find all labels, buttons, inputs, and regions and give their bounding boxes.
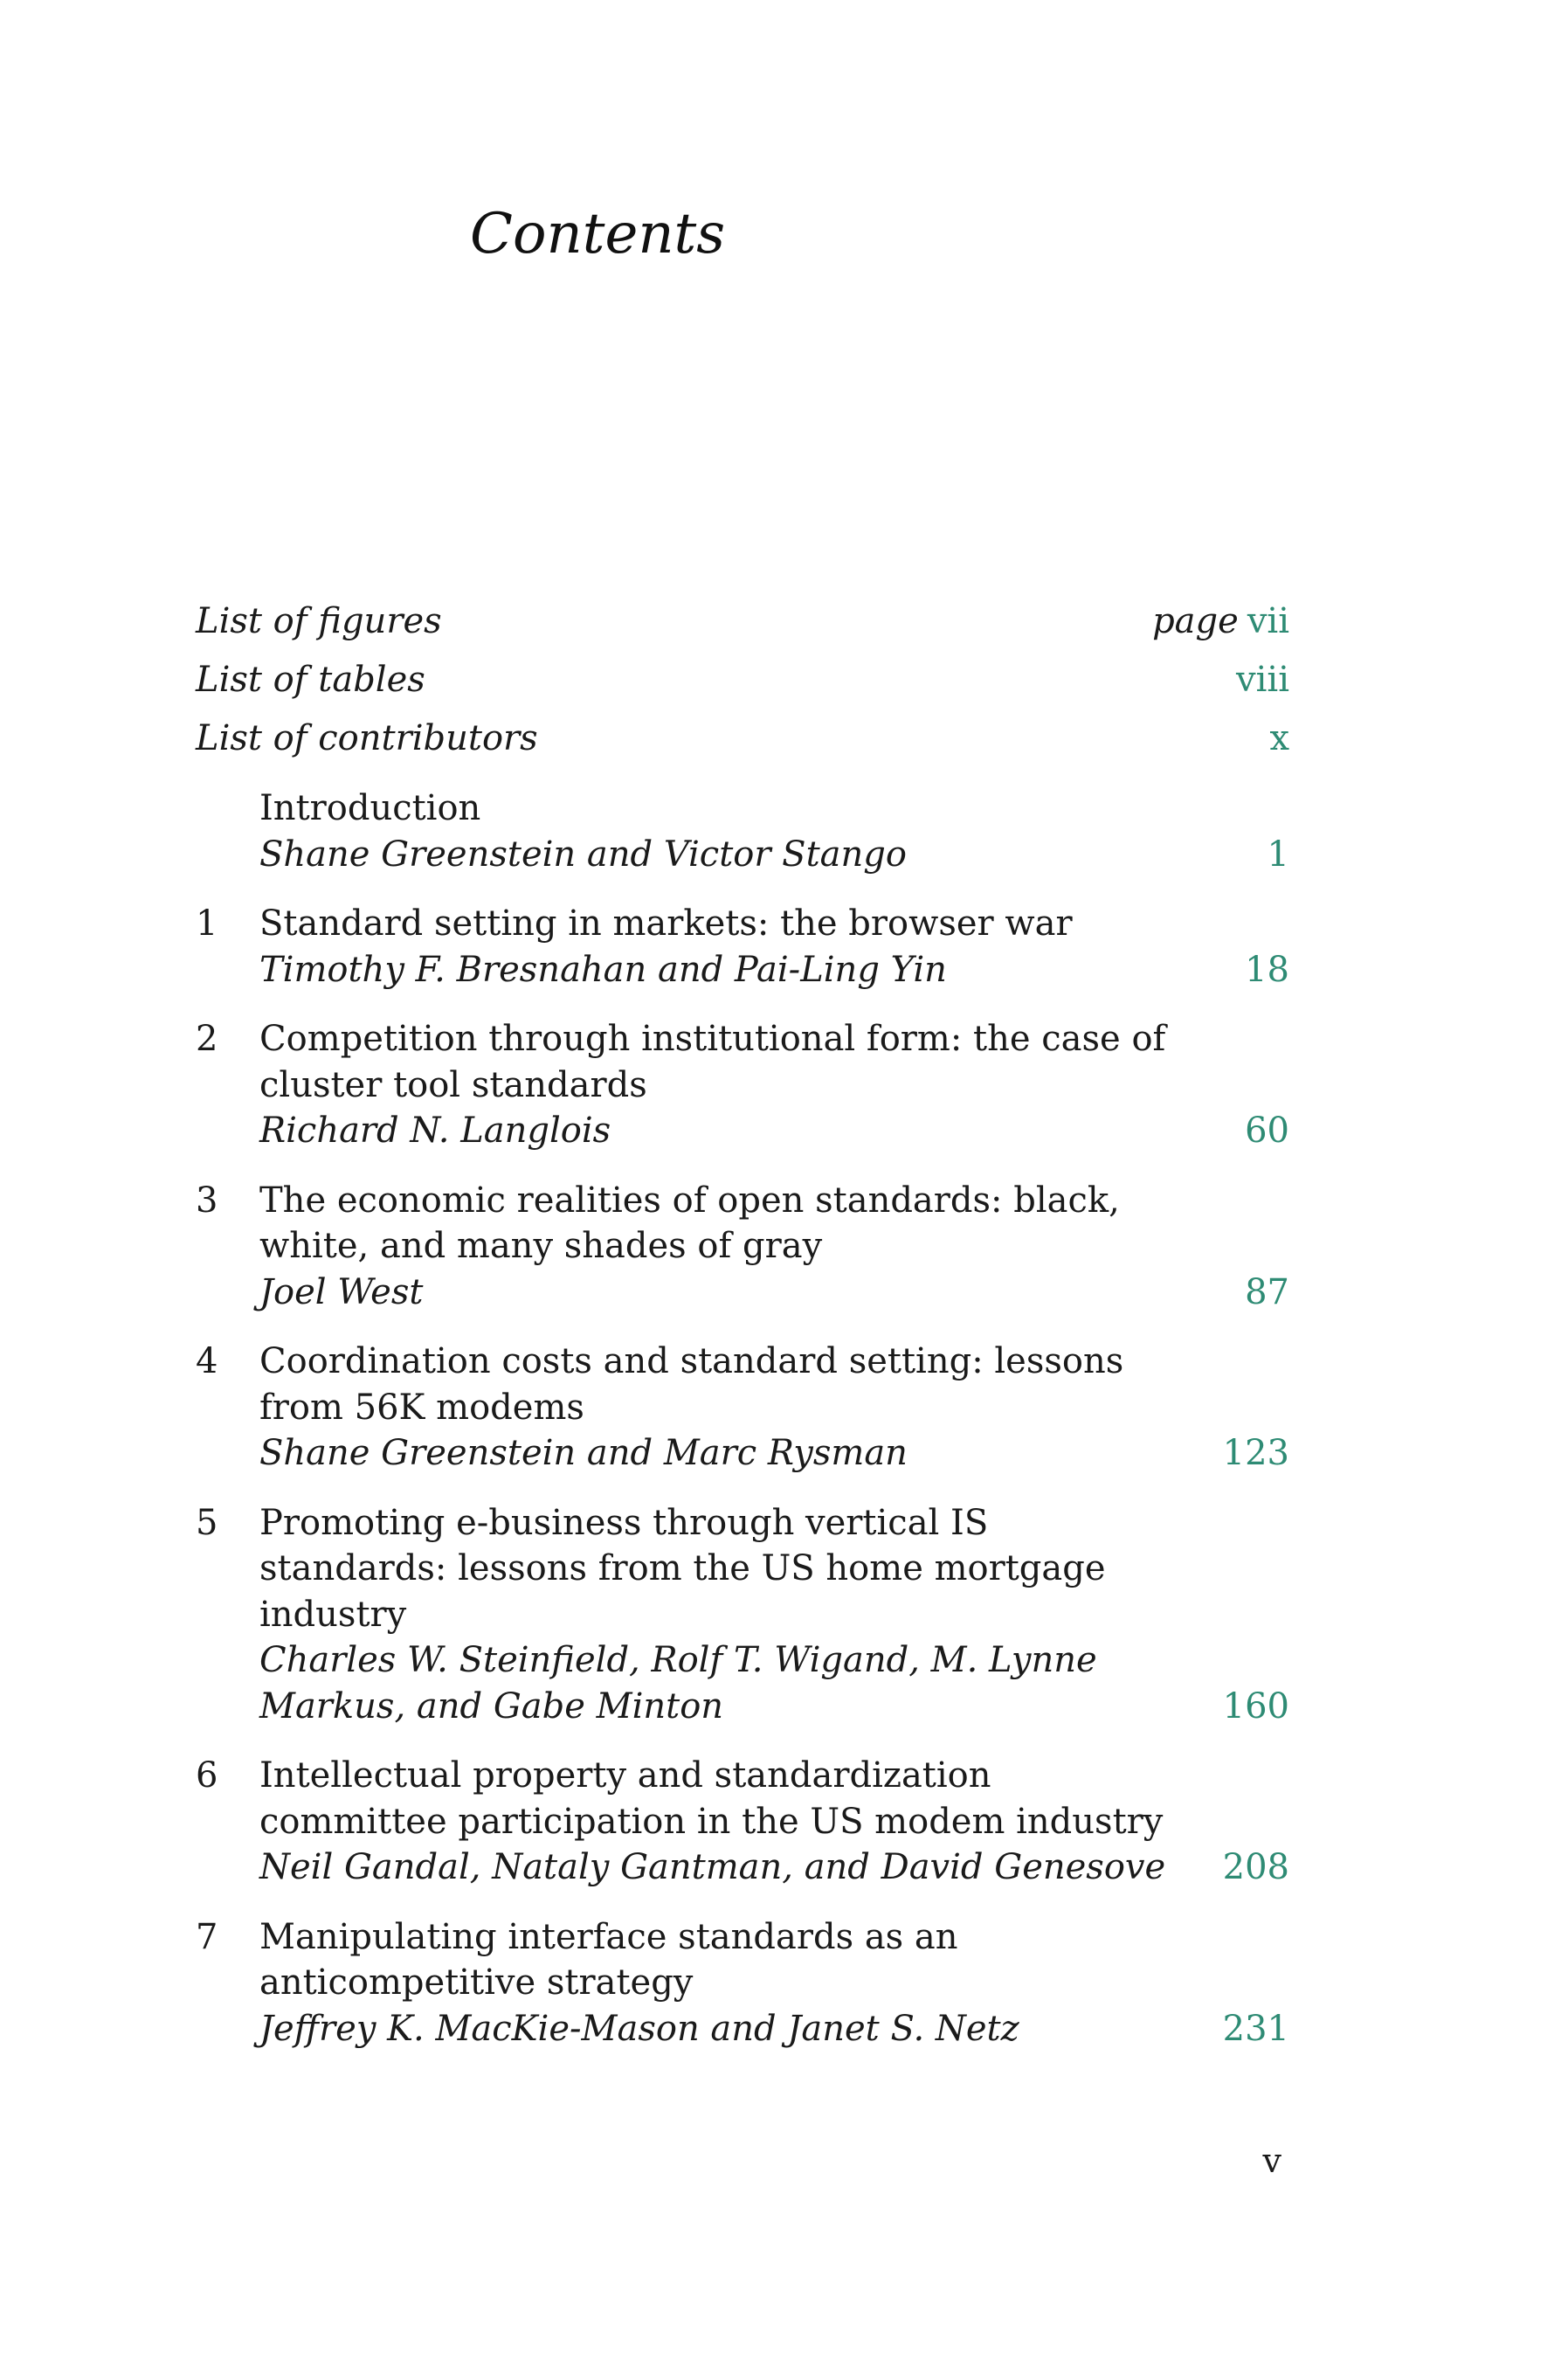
- chapter-number: 7: [196, 1916, 218, 1957]
- toc-front-matter-contributors[interactable]: [196, 716, 1289, 774]
- chapter-page-number: 1: [1267, 834, 1289, 875]
- toc-label: List of contributors: [196, 718, 538, 758]
- folio-page-number: v: [1262, 2142, 1281, 2180]
- toc-chapter-4[interactable]: [196, 1339, 1289, 1477]
- chapter-page-number: 60: [1245, 1111, 1289, 1151]
- chapter-number: 5: [196, 1502, 218, 1543]
- chapter-title: Introduction: [259, 788, 481, 828]
- chapter-authors: Shane Greenstein and Victor Stango: [259, 834, 907, 875]
- toc-chapter-5[interactable]: [196, 1500, 1289, 1730]
- page-title: Contents: [470, 202, 726, 266]
- page-prefix: page: [1152, 601, 1239, 641]
- chapter-authors: Jeffrey K. MacKie-Mason and Janet S. Netz: [259, 2008, 1019, 2049]
- toc-chapter-introduction[interactable]: [196, 785, 1289, 877]
- toc-front-matter-figures[interactable]: [196, 599, 1289, 657]
- toc-page-number: viii: [1236, 660, 1289, 700]
- chapter-authors: Joel West: [259, 1271, 424, 1312]
- chapter-page-number: 208: [1222, 1847, 1289, 1887]
- toc-page-number: x: [1269, 718, 1289, 758]
- chapter-title: Intellectual property and standardization committee participation in the US modem industry: [259, 1755, 1164, 1842]
- toc-page-number: vii: [1247, 601, 1289, 641]
- toc-label: List of tables: [196, 660, 425, 700]
- chapter-authors: Timothy F. Bresnahan and Pai-Ling Yin: [259, 949, 947, 990]
- chapter-page-number: 231: [1222, 2008, 1289, 2049]
- chapter-authors: Shane Greenstein and Marc Rysman: [259, 1433, 908, 1473]
- chapter-page-number: 123: [1222, 1433, 1289, 1473]
- toc-front-matter-tables[interactable]: [196, 657, 1289, 716]
- chapter-title: Promoting e-business through vertical IS standards: lessons from the US home mortgage industry: [259, 1502, 1106, 1635]
- toc-chapter-6[interactable]: [196, 1753, 1289, 1891]
- chapter-title: Standard setting in markets: the browser war: [259, 903, 1073, 944]
- toc-chapter-3[interactable]: [196, 1178, 1289, 1316]
- chapter-number: 1: [196, 903, 218, 944]
- chapter-title: Coordination costs and standard setting: lessons from 56K modems: [259, 1341, 1124, 1428]
- chapter-page-number: 18: [1245, 949, 1289, 990]
- table-of-contents: [196, 599, 1289, 2052]
- chapter-title: Manipulating interface standards as an anticompetitive strategy: [259, 1916, 958, 2003]
- toc-label: List of figures: [196, 601, 442, 641]
- chapter-title: Competition through institutional form: the case of cluster tool standards: [259, 1019, 1166, 1105]
- toc-chapter-1[interactable]: [196, 901, 1289, 993]
- toc-chapter-7[interactable]: [196, 1914, 1289, 2052]
- chapter-authors: Charles W. Steinfield, Rolf T. Wigand, M. Lynne Markus, and Gabe Minton: [259, 1640, 1097, 1727]
- chapter-number: 3: [196, 1180, 218, 1221]
- chapter-number: 4: [196, 1341, 218, 1381]
- toc-chapter-2[interactable]: [196, 1016, 1289, 1154]
- chapter-page-number: 160: [1222, 1685, 1289, 1727]
- chapter-page-number: 87: [1245, 1271, 1289, 1312]
- chapter-title: The economic realities of open standards: black, white, and many shades of gray: [259, 1180, 1120, 1266]
- chapter-authors: Richard N. Langlois: [259, 1111, 611, 1151]
- chapter-authors: Neil Gandal, Nataly Gantman, and David Genesove: [259, 1847, 1166, 1887]
- chapter-number: 6: [196, 1755, 218, 1796]
- chapter-number: 2: [196, 1019, 218, 1059]
